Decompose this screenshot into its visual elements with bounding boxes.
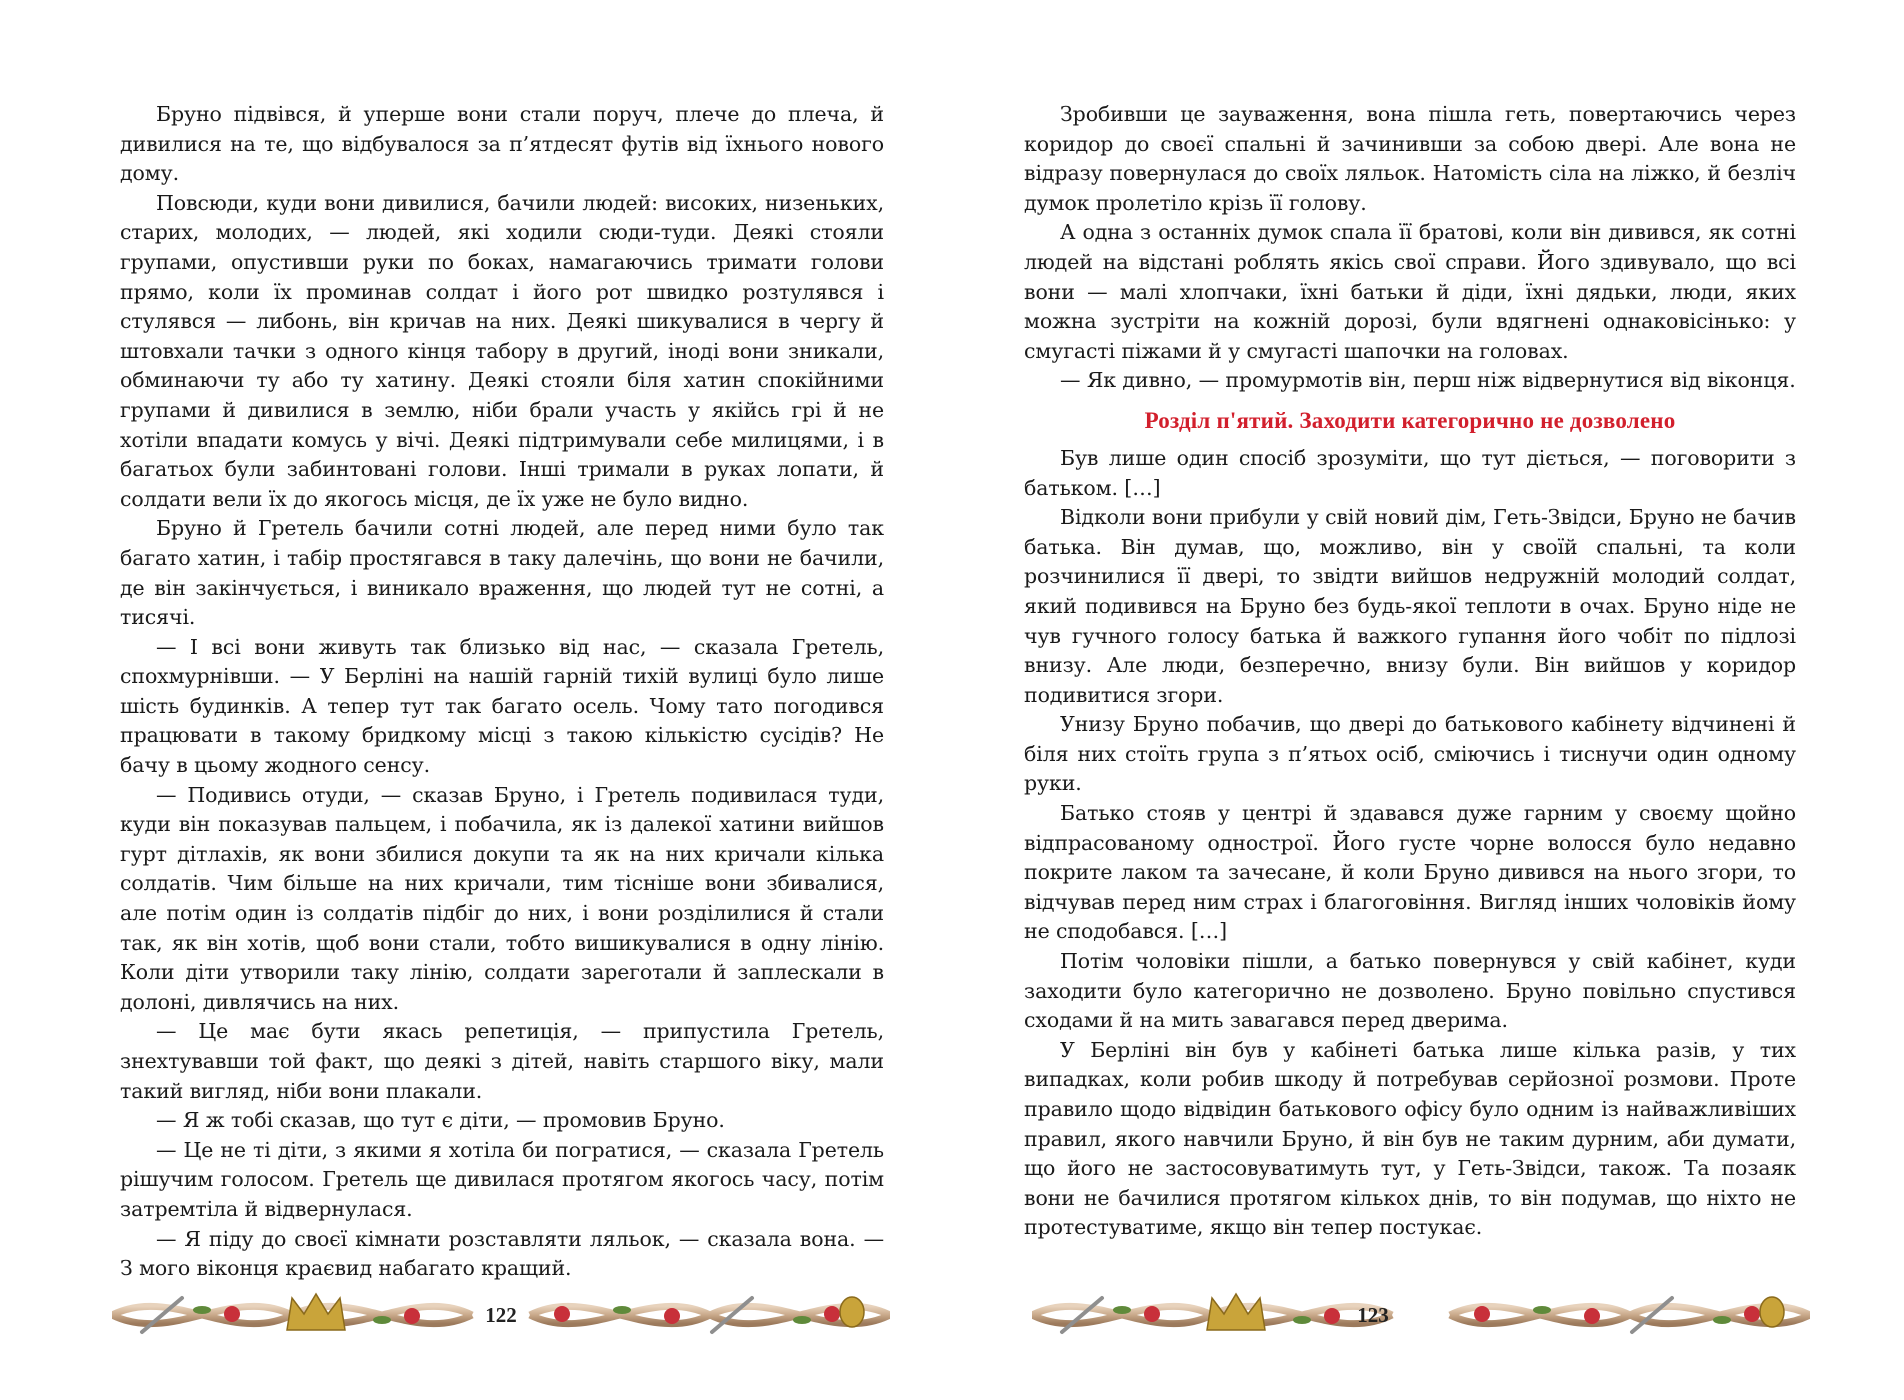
paragraph: А одна з останніх думок спала її братові, коли він дивився, як сотні людей на відстані роблять якісь свої справи. Його здивувало, що всі вони — малі хлопчаки, їхні батьки й діди, їхні дядьки, люди, яких можна зустріти на кожній дорозі, були вдягнені однаковісінько: у смугасті піжами й у смугасті шапочки на головах. xyxy=(1024,220,1796,363)
right-page-text xyxy=(1024,100,1796,1243)
paragraph: Унизу Бруно побачив, що двері до батькового кабінету відчинені й біля них стоїть група з п’ятьох осіб, сміючись і тиснучи один одному руки. xyxy=(1024,712,1796,796)
paragraph: Відколи вони прибули у свій новий дім, Геть-Звідси, Бруно не бачив батька. Він думав, що, можливо, він у своїй спальні, та коли розчинилися її двері, то звідти вийшов недружній молодий солдат, який подивився на Бруно без будь-якої теплоти в очах. Бруно ніде не чув гучного голосу батька й важкого гупання його чобіт по підлозі внизу. Але люди, безперечно, внизу були. Він вийшов у коридор подивитися згори. xyxy=(1024,505,1796,707)
paragraph: — Подивись отуди, — сказав Бруно, і Гретель подивилася туди, куди він показував пальцем, і побачила, як із далекої хатини вийшов гурт дітлахів, як вони збилися докупи та як на них кричали кілька солдатів. Чим більше на них кричали, тим тісніше вони збивалися, але потім один із солдатів підбіг до них, і вони розділилися й стали так, як він хотів, щоб вони стали, тобто вишикувалися в одну лінію. Коли діти утворили таку лінію, солдати зареготали й заплескали в долоні, дивлячись на них. xyxy=(120,782,884,1014)
paragraph: Батько стояв у центрі й здавався дуже гарним у своєму щойно відпрасованому однострої. Його густе чорне волосся було недавно покрите лаком та зачесане, й коли Бруно дивився на нього згори, то відчував перед ним страх і благоговіння. Вигляд інших чоловіків йому не сподобався. […] xyxy=(1024,801,1796,944)
paragraph: — Це не ті діти, з якими я хотіла би погратися, — сказала Гретель рішучим голосом. Гретель ще дивилася протягом якогось часу, потім затремтіла й відвернулася. xyxy=(120,1137,884,1221)
paragraph: Був лише один спосіб зрозуміти, що тут діється, — поговорити з батьком. […] xyxy=(1024,445,1796,500)
paragraph: У Берліні він був у кабінеті батька лише кілька разів, у тих випадках, коли робив шкоду й потребував серйозної розмови. Проте правило щодо відвідин батькового офісу було одним із найважливіших правил, якого навчили Бруно, й він був не таким дурним, аби думати, що його не застосовуватимуть тут, у Геть-Звідси, також. Та позаяк вони не бачилися протягом кількох днів, то він подумав, що ніхто не протестуватиме, якщо він тепер постукає. xyxy=(1024,1037,1796,1240)
paragraph: — І всі вони живуть так близько від нас, — сказала Гретель, спохмурнівши. — У Берліні на нашій гарній тихій вулиці було лише шість будинків. А тепер тут так багато осель. Чому тато погодився працювати в такому бридкому місці з такою кількістю сусідів? Не бачу в цьому жодного сенсу. xyxy=(120,634,884,778)
page-number: 123 xyxy=(1357,1303,1389,1327)
footer-ornament xyxy=(1032,1270,1810,1360)
paragraph: — Як дивно, — промурмотів він, перш ніж відвернутися від віконця. xyxy=(1060,368,1796,393)
page-number: 122 xyxy=(485,1303,517,1327)
paragraph: Бруно й Гретель бачили сотні людей, але перед ними було так багато хатин, і табір простягався в таку далечінь, що вони не бачили, де він закінчується, і виникало враження, що людей тут не сотні, а тисячі. xyxy=(120,516,884,630)
paragraph: — Я піду до своєї кімнати розставляти ляльок, — сказала вона. — З мого віконця краєвид набагато кращий. xyxy=(120,1226,884,1281)
paragraph: Зробивши це зауваження, вона пішла геть, повертаючись через коридор до своєї спальні й зачинивши за собою двері. Але вона не відразу повернулася до своїх ляльок. Натомість сіла на ліжко, й безліч думок пролетіло крізь її голову. xyxy=(1024,102,1796,215)
chapter-heading: Розділ п'ятий. Заходити категорично не дозволено xyxy=(1144,407,1676,433)
paragraph: — Це має бути якась репетиція, — припустила Гретель, знехтувавши той факт, що деякі з дітей, навіть старшого віку, мали такий вигляд, ніби вони плакали. xyxy=(120,1019,884,1103)
paragraph: Повсюди, куди вони дивилися, бачили людей: високих, низеньких, старих, молодих, — людей, які ходили сюди-туди. Деякі стояли групами, опустивши руки по боках, намагаючись тримати голови прямо, коли їх проминав солдат і його рот швидко розтулявся і стулявся — либонь, він кричав на них. Деякі шикувалися в чергу й штовхали тачки з одного кінця табору в другий, іноді вони зникали, обминаючи ту або ту хатину. Деякі стояли біля хатин спокійними групами й дивилися в землю, ніби брали участь у якійсь грі й не хотіли впадати комусь у вічі. Деякі підтримували себе милицями, і в багатьох були забинтовані голови. Інші тримали в руках лопати, й солдати вели їх до якогось місця, де їх уже не було видно. xyxy=(120,190,884,511)
paragraph: Бруно підвівся, й уперше вони стали поруч, плече до плеча, й дивилися на те, що відбувалося за п’ятдесят футів від їхнього нового дому. xyxy=(120,102,884,186)
paragraph: Потім чоловіки пішли, а батько повернувся у свій кабінет, куди заходити було категорично не дозволено. Бруно повільно спустився сходами й на мить завагався перед дверима. xyxy=(1024,949,1796,1033)
paragraph: — Я ж тобі сказав, що тут є діти, — промовив Бруно. xyxy=(156,1108,725,1133)
left-page-text xyxy=(120,100,884,1284)
right-page xyxy=(952,0,1904,1400)
